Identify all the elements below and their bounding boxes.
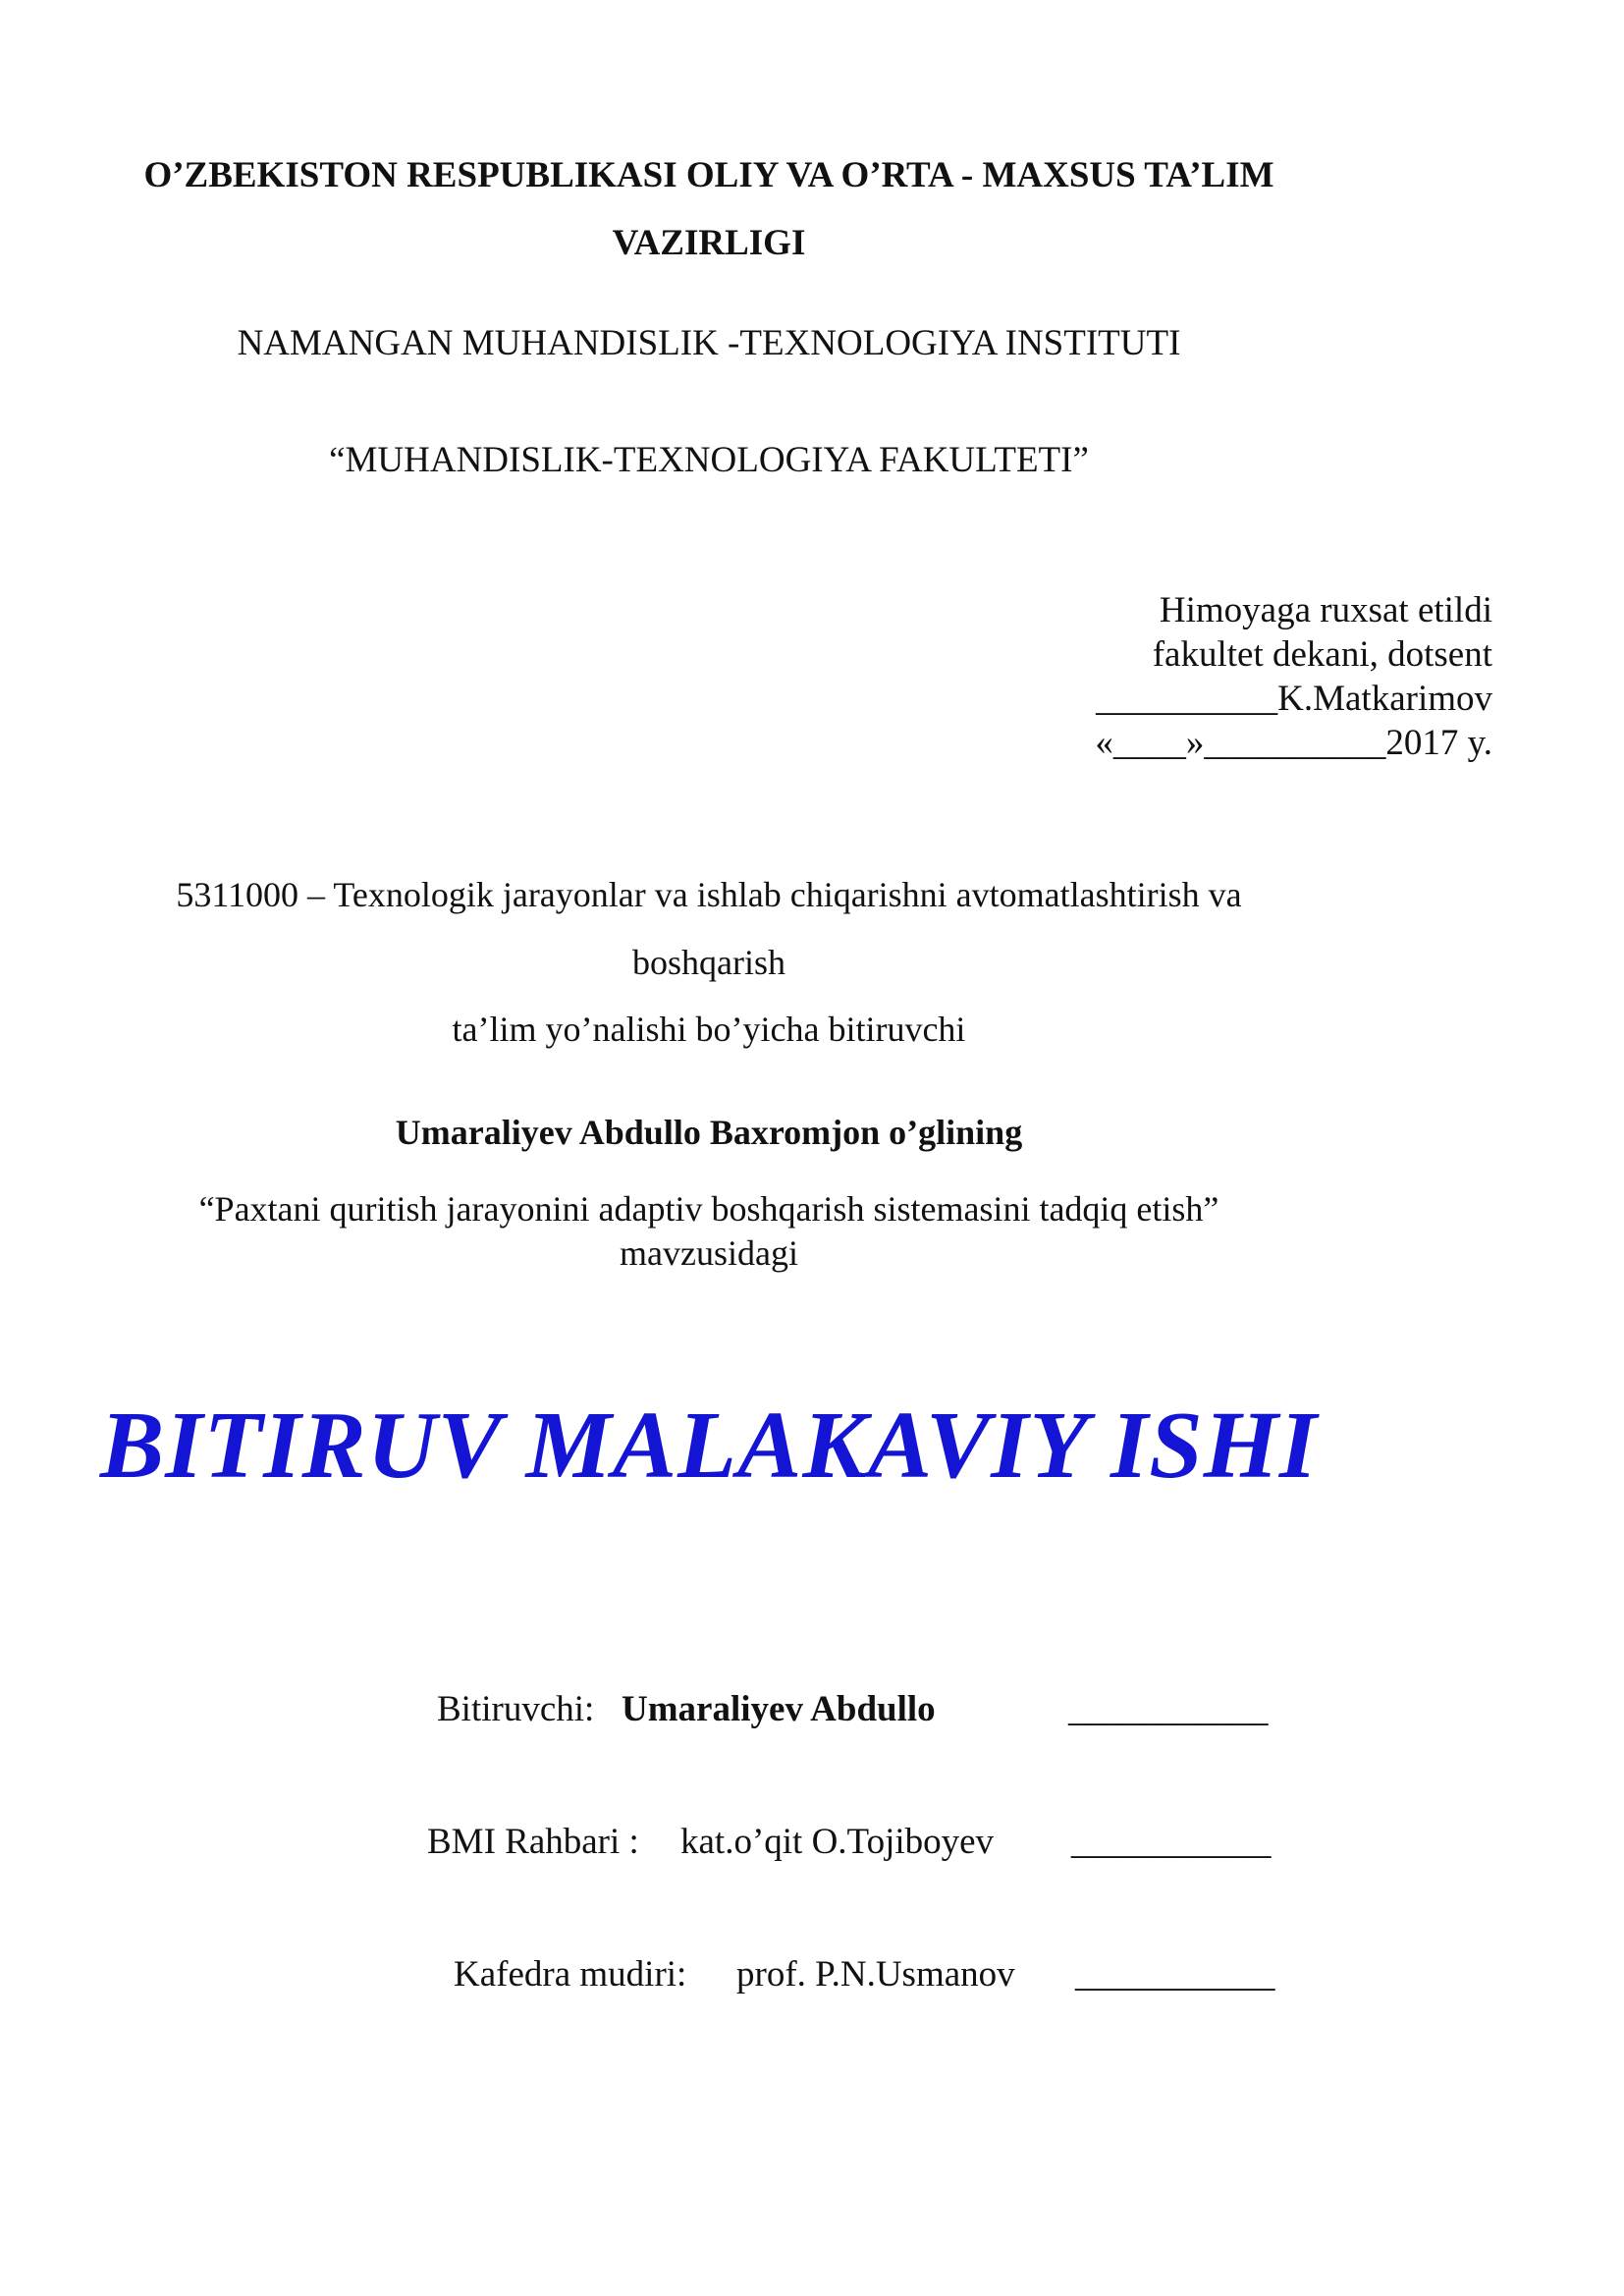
faculty-name: “MUHANDISLIK-TEXNOLOGIYA FAKULTETI” [329,440,1089,480]
signature-role: Kafedra mudiri: [454,1954,687,1995]
approval-dean-signature: __________K.Matkarimov [1096,679,1492,719]
signature-row-supervisor [427,1824,1272,1860]
institute-name: NAMANGAN MUHANDISLIK -TEXNOLOGIYA INSTITUTI [237,323,1181,363]
specialty-line-1: 5311000 – Texnologik jarayonlar va ishlab chiqarishni avtomatlashtirish va [176,875,1242,914]
signature-role: BMI Rahbari : [427,1822,639,1862]
topic-line-2: mavzusidagi [620,1233,798,1273]
approval-line-2: fakultet dekani, dotsent [1152,634,1492,675]
approval-line-1: Himoyaga ruxsat etildi [1159,590,1492,630]
signature-name: prof. P.N.Usmanov [736,1954,1015,1995]
signature-row-head [454,1956,1275,1993]
specialty-line-2: boshqarish [632,943,785,982]
signature-name: Umaraliyev Abdullo [622,1689,936,1729]
signature-name: kat.o’qit O.Tojiboyev [680,1822,995,1862]
signature-line: ___________ [1075,1954,1275,1995]
student-name: Umaraliyev Abdullo Baxromjon o’glining [395,1113,1023,1152]
ministry-title-line1: O’ZBEKISTON RESPUBLIKASI OLIY VA O’RTA - MAXSUS TA’LIM [143,155,1274,195]
signature-line: ___________ [1071,1822,1272,1862]
signature-row-graduate [437,1691,1269,1727]
signature-role: Bitiruvchi: [437,1689,595,1729]
signature-line: ___________ [1068,1689,1269,1729]
ministry-title-line2: VAZIRLIGI [612,223,806,263]
approval-date: «____»__________2017 y. [1095,723,1492,763]
specialty-line-3: ta’lim yo’nalishi bo’yicha bitiruvchi [452,1010,966,1049]
thesis-title: BITIRUV MALAKAVIY ISHI [99,1393,1319,1499]
topic-line-1: “Paxtani quritish jarayonini adaptiv boshqarish sistemasini tadqiq etish” [198,1189,1219,1229]
